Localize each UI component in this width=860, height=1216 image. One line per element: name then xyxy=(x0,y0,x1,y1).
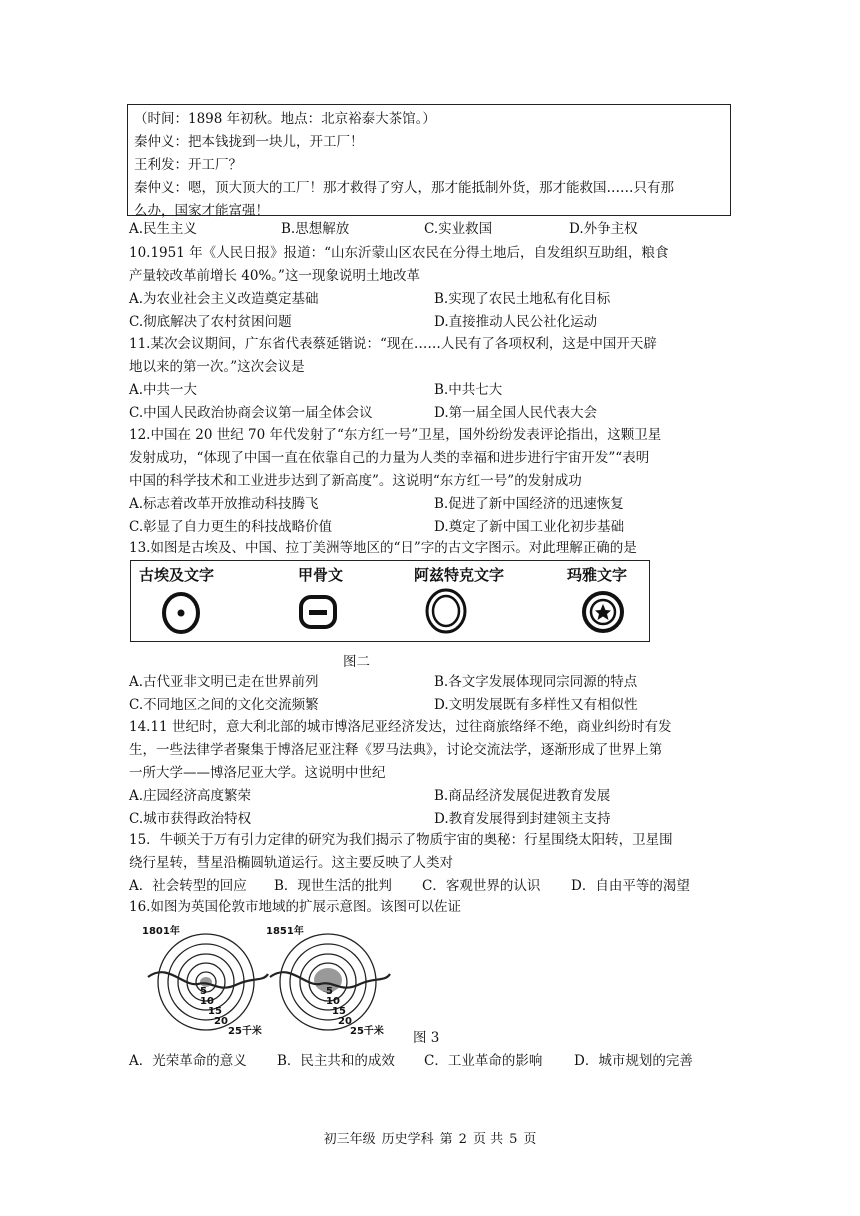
q11-option-b: B.中共七大 xyxy=(434,382,503,398)
figure-label-oracle: 甲骨文 xyxy=(298,566,344,584)
quote-box xyxy=(127,104,731,219)
map-1851 xyxy=(270,934,390,1030)
figure-label-aztec: 阿兹特克文字 xyxy=(414,566,505,584)
q12-option-a: A.标志着改革开放推动科技腾飞 xyxy=(129,496,319,512)
ring-label-5: 5 xyxy=(200,986,207,997)
q13-option-c: C.不同地区之间的文化交流频繁 xyxy=(129,697,319,713)
q9-option-b: B.思想解放 xyxy=(281,221,350,237)
aztec-sun-glyph xyxy=(427,590,465,632)
ring-label-5: 5 xyxy=(326,986,333,997)
q15-option-d: D．自由平等的渴望 xyxy=(571,878,690,894)
figure-3-caption: 图 3 xyxy=(413,1030,440,1046)
q12-option-b: B.促进了新中国经济的迅速恢复 xyxy=(434,496,624,512)
footer-page-total: 5 xyxy=(509,1132,518,1147)
q12-stem: 发射成功，“体现了中国一直在依靠自己的力量为人类的幸福和进步进行宇宙开发”“表明 xyxy=(129,450,650,466)
q14-stem: 一所大学——博洛尼亚大学。这说明中世纪 xyxy=(129,765,386,781)
london-expansion-map xyxy=(128,922,418,1040)
q10-option-b: B.实现了农民土地私有化目标 xyxy=(434,291,611,307)
q9-option-a: A.民生主义 xyxy=(129,221,198,237)
q16-stem: 16.如图为英国伦敦市地域的扩展示意图。该图可以佐证 xyxy=(129,899,461,915)
figure-2-caption: 图二 xyxy=(343,654,370,670)
q11-option-a: A.中共一大 xyxy=(129,382,198,398)
ring-label-20: 20 xyxy=(338,1016,352,1027)
footer-page-prefix: 第 xyxy=(439,1132,453,1147)
q15-stem: 绕行星转，彗星沿椭圆轨道运行。这主要反映了人类对 xyxy=(129,855,453,871)
quote-line: 王利发：开工厂？ xyxy=(134,157,242,173)
q16-options xyxy=(129,1050,749,1073)
figure-label-egypt: 古埃及文字 xyxy=(139,566,215,584)
q10-stem: 产量较改革前增长 40%。”这一现象说明土地改革 xyxy=(129,268,420,284)
q13-option-b: B.各文字发展体现同宗同源的特点 xyxy=(434,674,638,690)
q11-option-d: D.第一届全国人民代表大会 xyxy=(434,405,598,421)
quote-line: 秦仲义：嗯，顶大顶大的工厂！那才救得了穷人，那才能抵制外货，那才能救国……只有那 xyxy=(134,180,674,196)
q16-option-d: D．城市规划的完善 xyxy=(574,1053,693,1069)
ancient-sun-character-figure xyxy=(130,560,650,642)
q10-option-a: A.为农业社会主义改造奠定基础 xyxy=(129,291,319,307)
quote-line: 秦仲义：把本钱拢到一块儿，开工厂！ xyxy=(134,134,364,150)
question-11 xyxy=(129,333,749,425)
q14-option-d: D.教育发展得到封建领主支持 xyxy=(434,811,611,827)
q14-option-b: B.商品经济发展促进教育发展 xyxy=(434,788,611,804)
maya-sun-glyph xyxy=(584,593,622,631)
ring-label-20: 20 xyxy=(214,1016,228,1027)
quote-line: （时间：1898 年初秋。地点：北京裕泰大茶馆。） xyxy=(134,111,436,127)
figure-label-maya: 玛雅文字 xyxy=(567,566,628,584)
q13-stem: 13.如图是古埃及、中国、拉丁美洲等地区的“日”字的古文字图示。对此理解正确的是 xyxy=(129,540,637,556)
q13-option-a: A.古代亚非文明已走在世界前列 xyxy=(129,674,319,690)
q16-option-b: B．民主共和的成效 xyxy=(277,1053,395,1069)
q15-option-c: C．客观世界的认识 xyxy=(422,878,541,894)
egypt-sun-glyph xyxy=(164,594,198,632)
q14-option-a: A.庄园经济高度繁荣 xyxy=(129,788,252,804)
ring-label-10: 10 xyxy=(200,996,214,1007)
question-15 xyxy=(129,829,749,898)
q14-option-c: C.城市获得政治特权 xyxy=(129,811,252,827)
q9-option-c: C.实业救国 xyxy=(424,221,493,237)
page-footer xyxy=(0,1128,860,1147)
question-16 xyxy=(129,896,749,919)
q16-option-a: A．光荣革命的意义 xyxy=(129,1053,247,1069)
oracle-sun-glyph xyxy=(301,597,335,627)
question-10 xyxy=(129,242,749,334)
q12-stem: 中国的科学技术和工业进步达到了新高度”。这说明“东方红一号”的发射成功 xyxy=(129,473,582,489)
q15-option-a: A．社会转型的回应 xyxy=(129,878,247,894)
ring-label-25: 25千米 xyxy=(228,1026,262,1037)
q9-option-d: D.外争主权 xyxy=(569,221,638,237)
ring-label-10: 10 xyxy=(326,996,340,1007)
q11-stem: 地以来的第一次。”这次会议是 xyxy=(129,359,305,375)
q11-stem: 11.某次会议期间，广东省代表蔡延锴说：“现在……人民有了各项权利，这是中国开天辟 xyxy=(129,336,657,352)
q16-option-c: C．工业革命的影响 xyxy=(424,1053,543,1069)
footer-page-current: 2 xyxy=(458,1132,467,1147)
q15-stem: 15．牛顿关于万有引力定律的研究为我们揭示了物质宇宙的奥秘：行星围绕太阳转，卫星围 xyxy=(129,832,673,848)
q13-option-d: D.文明发展既有多样性又有相似性 xyxy=(434,697,638,713)
question-12 xyxy=(129,424,749,539)
quote-line: 么办，国家才能富强！ xyxy=(134,203,269,219)
footer-grade: 初三年级 xyxy=(323,1132,376,1147)
map-year-1801: 1801年 xyxy=(142,926,180,937)
ring-label-15: 15 xyxy=(332,1006,346,1017)
q10-option-c: C.彻底解决了农村贫困问题 xyxy=(129,314,292,330)
q12-option-d: D.奠定了新中国工业化初步基础 xyxy=(434,519,625,535)
question-13 xyxy=(129,537,749,560)
q10-stem: 10.1951 年《人民日报》报道：“山东沂蒙山区农民在分得土地后，自发组织互助组，粮食 xyxy=(129,245,669,261)
q10-option-d: D.直接推动人民公社化运动 xyxy=(434,314,598,330)
question-14 xyxy=(129,716,749,831)
q14-stem: 14.11 世纪时，意大利北部的城市博洛尼亚经济发达，过往商旅络绎不绝，商业纠纷时有发 xyxy=(129,719,672,735)
footer-subject: 历史学科 xyxy=(381,1132,434,1147)
q12-stem: 12.中国在 20 世纪 70 年代发射了“东方红一号”卫星，国外纷纷发表评论指出，这颗卫星 xyxy=(129,427,662,443)
q12-option-c: C.彰显了自力更生的科技战略价值 xyxy=(129,519,333,535)
footer-page-mid: 页 共 xyxy=(472,1132,504,1147)
glyph-drawings xyxy=(131,561,649,641)
map-year-1851: 1851年 xyxy=(266,926,304,937)
q11-option-c: C.中国人民政治协商会议第一届全体会议 xyxy=(129,405,373,421)
ring-label-25: 25千米 xyxy=(350,1026,384,1037)
ring-label-15: 15 xyxy=(208,1006,222,1017)
q13-options xyxy=(129,671,749,717)
q14-stem: 生，一些法律学者聚集于博洛尼亚注释《罗马法典》，讨论交流法学，逐渐形成了世界上第 xyxy=(129,742,663,758)
q15-option-b: B．现世生活的批判 xyxy=(274,878,392,894)
footer-page-suffix: 页 xyxy=(523,1132,537,1147)
q9-options xyxy=(129,218,749,241)
